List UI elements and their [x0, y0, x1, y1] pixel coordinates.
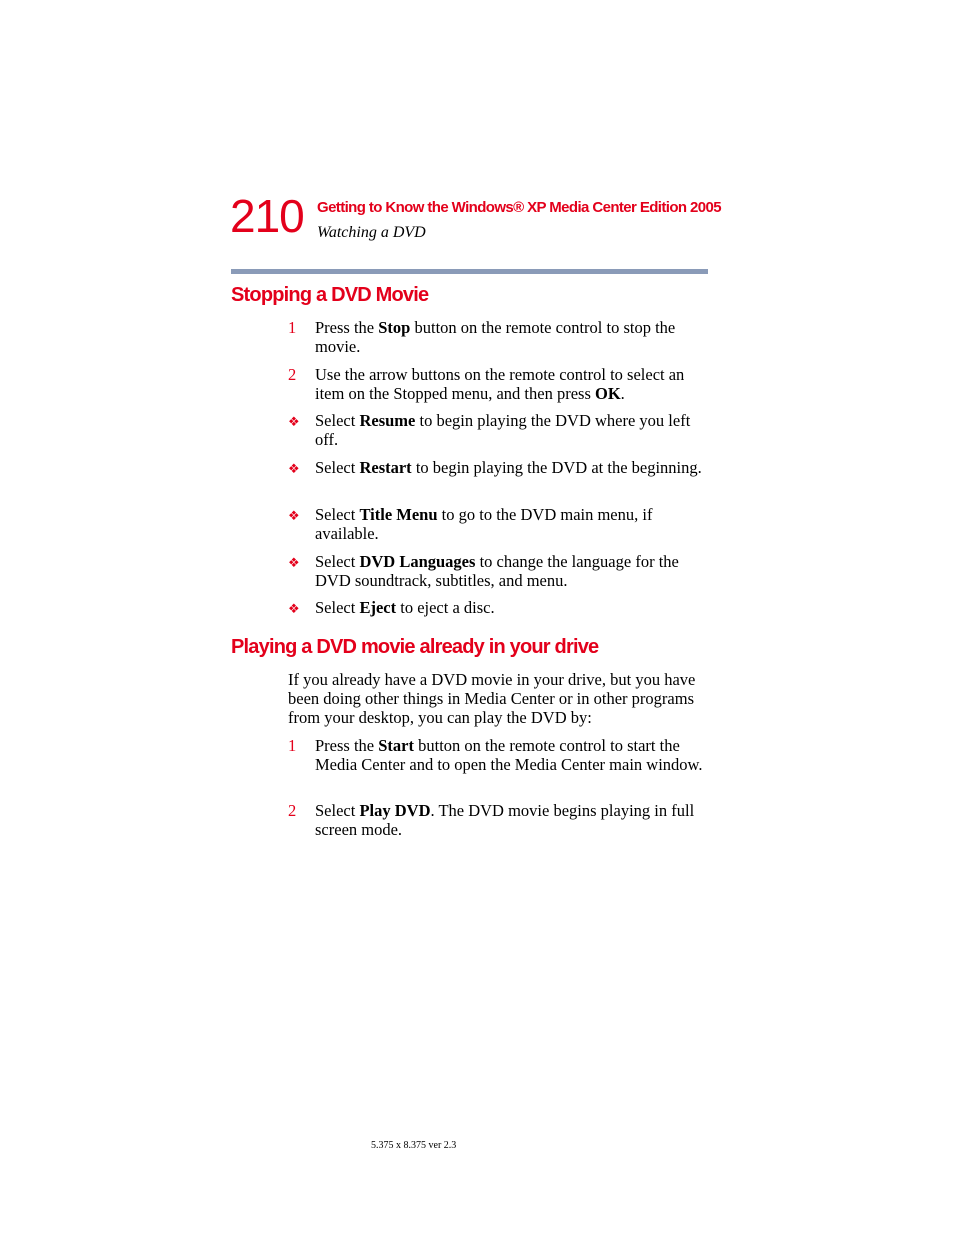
- section-heading-playing: Playing a DVD movie already in your drive: [231, 636, 599, 658]
- list-item: [288, 801, 708, 839]
- list-item-text: Press the Stop button on the remote control to stop the movie.: [315, 318, 676, 356]
- diamond-bullet-icon: ❖: [288, 508, 300, 523]
- list-item-text: Select Play DVD. The DVD movie begins playing in full screen mode.: [315, 801, 695, 839]
- step-number: 2: [288, 365, 297, 384]
- bold-term: Stop: [378, 318, 411, 337]
- diamond-bullet-icon: ❖: [288, 555, 300, 570]
- bold-term: Start: [378, 736, 414, 755]
- diamond-bullet-icon: ❖: [288, 601, 300, 616]
- list-item: [288, 365, 708, 403]
- bold-term: Resume: [359, 411, 416, 430]
- list-item-text: Select Title Menu to go to the DVD main menu, if available.: [315, 505, 653, 543]
- list-item: [288, 552, 708, 590]
- list-item-text: Use the arrow buttons on the remote control to select an item on the Stopped menu, and then press OK.: [315, 365, 685, 403]
- bold-term: Play DVD: [359, 801, 431, 820]
- list-item-text: Select Restart to begin playing the DVD at the beginning.: [315, 458, 702, 477]
- running-title: Getting to Know the Windows® XP Media Center Edition 2005: [317, 199, 721, 216]
- list-item-text: Select Eject to eject a disc.: [315, 598, 495, 617]
- body-paragraph: If you already have a DVD movie in your drive, but you have been doing other things in Media Center or in other programs from your desktop, you can play the DVD by:: [288, 670, 696, 727]
- section-heading-stopping: Stopping a DVD Movie: [231, 284, 429, 306]
- bold-term: Eject: [359, 598, 397, 617]
- diamond-bullet-icon: ❖: [288, 414, 300, 429]
- list-item-text: Select DVD Languages to change the language for the DVD soundtrack, subtitles, and menu.: [315, 552, 679, 590]
- list-item: [288, 598, 708, 617]
- print-footer: 5.375 x 8.375 ver 2.3: [371, 1140, 457, 1151]
- diamond-bullet-icon: ❖: [288, 461, 300, 476]
- section-divider-rule: [231, 269, 708, 274]
- list-item-text: Press the Start button on the remote control to start the Media Center and to open the Media Center main window.: [315, 736, 703, 774]
- list-item: [288, 505, 708, 543]
- list-item-text: Select Resume to begin playing the DVD where you left off.: [315, 411, 691, 449]
- bold-term: DVD Languages: [359, 552, 476, 571]
- bold-term: Title Menu: [359, 505, 438, 524]
- step-number: 2: [288, 801, 297, 820]
- list-item: [288, 736, 708, 774]
- bold-term: Restart: [359, 458, 412, 477]
- running-subtitle: Watching a DVD: [317, 224, 426, 241]
- list-item: [288, 318, 708, 356]
- bold-term: OK: [595, 384, 621, 403]
- page-number: 210: [230, 190, 304, 242]
- list-item: [288, 411, 708, 449]
- step-number: 1: [288, 736, 297, 755]
- step-number: 1: [288, 318, 297, 337]
- list-item: [288, 458, 708, 477]
